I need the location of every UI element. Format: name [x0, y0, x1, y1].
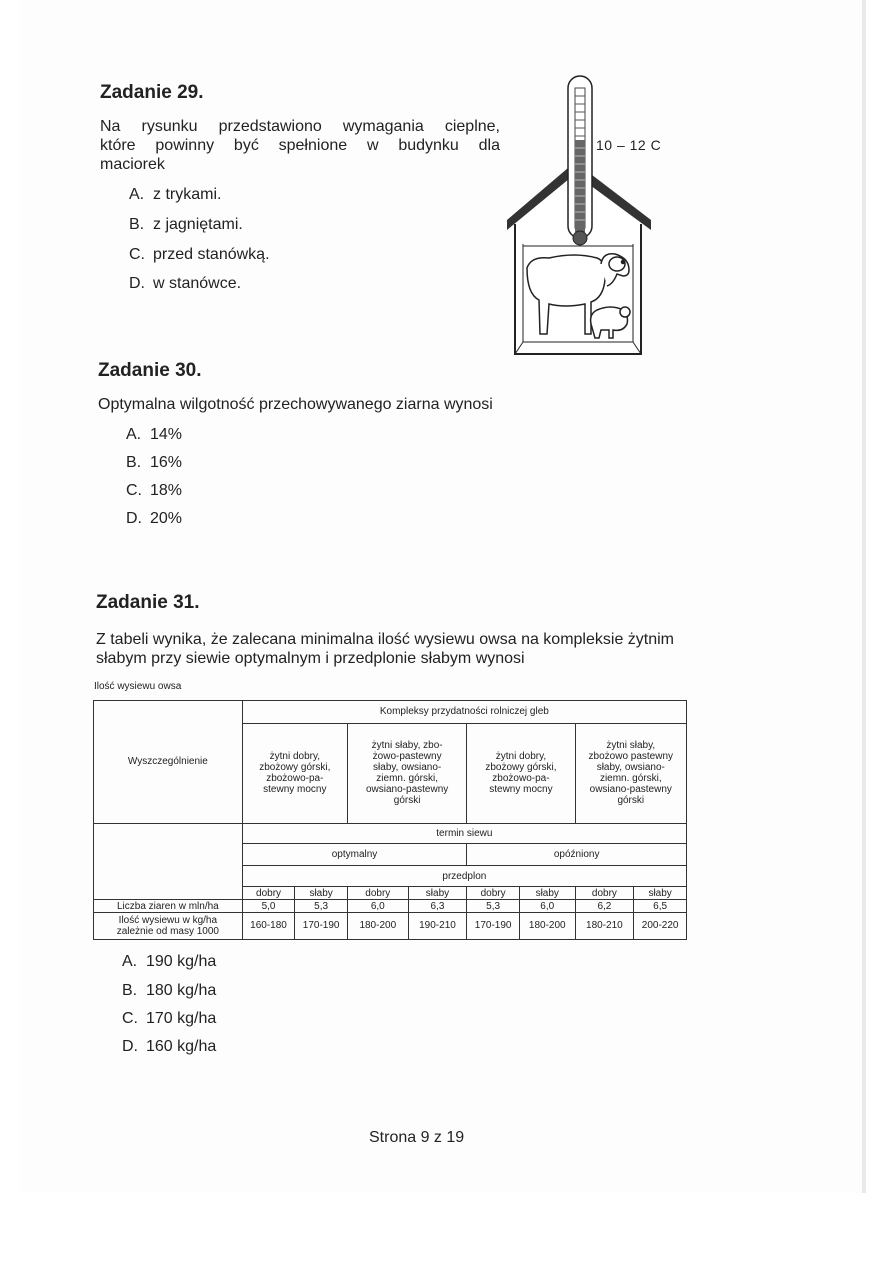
header-complex-1: żytni dobry, zbożowy górski, zbożowo-pa- stewny mocny [242, 723, 347, 823]
q31-title: Zadanie 31. [96, 592, 200, 613]
ilosc-cell: 180-210 [575, 912, 634, 939]
ilosc-cell: 200-220 [634, 912, 687, 939]
ilosc-cell: 180-200 [347, 912, 408, 939]
q31-text [96, 630, 674, 668]
q31-option-a[interactable]: A. 190 kg/ha [122, 953, 217, 970]
header-opozniony: opóźniony [467, 844, 687, 866]
header-wyszczegolnienie: Wyszczególnienie [94, 701, 243, 824]
przedplon-label: dobry [347, 886, 408, 900]
page-edge [862, 0, 866, 1193]
liczba-cell: 5,3 [467, 900, 520, 912]
ilosc-cell: 180-200 [519, 912, 575, 939]
q29-option-b[interactable]: B. z jagniętami. [129, 216, 243, 233]
q29-title: Zadanie 29. [100, 82, 204, 103]
liczba-cell: 6,2 [575, 900, 634, 912]
q30-title: Zadanie 30. [98, 360, 202, 381]
row-liczba-label: Liczba ziaren w mln/ha [94, 900, 243, 912]
blank-cell [94, 866, 243, 887]
q29-text-line-1: Na rysunku przedstawiono wymagania cieplne, [100, 118, 500, 135]
liczba-cell: 6,0 [519, 900, 575, 912]
blank-cell [94, 886, 243, 900]
przedplon-label: dobry [467, 886, 520, 900]
q30-option-a[interactable]: A. 14% [126, 426, 183, 443]
blank-cell [94, 844, 243, 866]
header-complex-2: żytni słaby, zbo- żowo-pastewny słaby, owsiano- ziemn. górski, owsiano-pastewny górski [347, 723, 466, 823]
ilosc-cell: 190-210 [408, 912, 467, 939]
q30-option-b[interactable]: B. 16% [126, 454, 183, 471]
q29-option-a[interactable]: A. z trykami. [129, 186, 222, 203]
header-kompleksy: Kompleksy przydatności rolniczej gleb [242, 701, 686, 724]
q29-text [100, 117, 500, 174]
q31-option-d[interactable]: D. 160 kg/ha [122, 1038, 217, 1055]
q29-text-line-2: które powinny być spełnione w budynku dla [100, 137, 500, 154]
barn-thermometer-figure [505, 72, 655, 357]
header-complex-3: żytni dobry, zbożowy górski, zbożowo-pa- stewny mocny [467, 723, 575, 823]
header-optymalny: optymalny [242, 844, 467, 866]
liczba-cell: 6,0 [347, 900, 408, 912]
row-ilosc-label: Ilość wysiewu w kg/ha zależnie od masy 1000 [94, 912, 243, 939]
q31-option-c[interactable]: C. 170 kg/ha [122, 1010, 217, 1027]
przedplon-label: słaby [408, 886, 467, 900]
seeding-table [93, 700, 687, 940]
q31-text-line-1: Z tabeli wynika, że zalecana minimalna ilość wysiewu owsa na kompleksie żytnim [96, 631, 675, 648]
liczba-cell: 5,0 [242, 900, 295, 912]
table-caption: Ilość wysiewu owsa [94, 681, 182, 692]
header-complex-4: żytni słaby, zbożowo pastewny słaby, owsiano- ziemn. górski, owsiano-pastewny górski [575, 723, 686, 823]
przedplon-label: dobry [575, 886, 634, 900]
q30-option-d[interactable]: D. 20% [126, 510, 183, 527]
q30-text: Optymalna wilgotność przechowywanego ziarna wynosi [98, 396, 493, 413]
header-termin: termin siewu [242, 823, 686, 844]
page-number: Strona 9 z 19 [369, 1129, 465, 1146]
przedplon-label: słaby [295, 886, 348, 900]
q31-option-b[interactable]: B. 180 kg/ha [122, 982, 217, 999]
ilosc-cell: 160-180 [242, 912, 295, 939]
przedplon-label: słaby [634, 886, 687, 900]
liczba-cell: 6,3 [408, 900, 467, 912]
header-przedplon: przedplon [242, 866, 686, 887]
q29-text-line-3: maciorek [100, 156, 165, 173]
liczba-cell: 5,3 [295, 900, 348, 912]
przedplon-label: słaby [519, 886, 575, 900]
przedplon-label: dobry [242, 886, 295, 900]
q29-option-d[interactable]: D. w stanówce. [129, 275, 242, 292]
ilosc-cell: 170-190 [295, 912, 348, 939]
blank-cell [94, 823, 243, 844]
temperature-label: 10 – 12 C [596, 137, 662, 153]
q29-option-c[interactable]: C. przed stanówką. [129, 246, 270, 263]
ilosc-cell: 170-190 [467, 912, 520, 939]
q31-text-line-2: słabym przy siewie optymalnym i przedplonie słabym wynosi [96, 650, 525, 667]
q30-option-c[interactable]: C. 18% [126, 482, 183, 499]
liczba-cell: 6,5 [634, 900, 687, 912]
